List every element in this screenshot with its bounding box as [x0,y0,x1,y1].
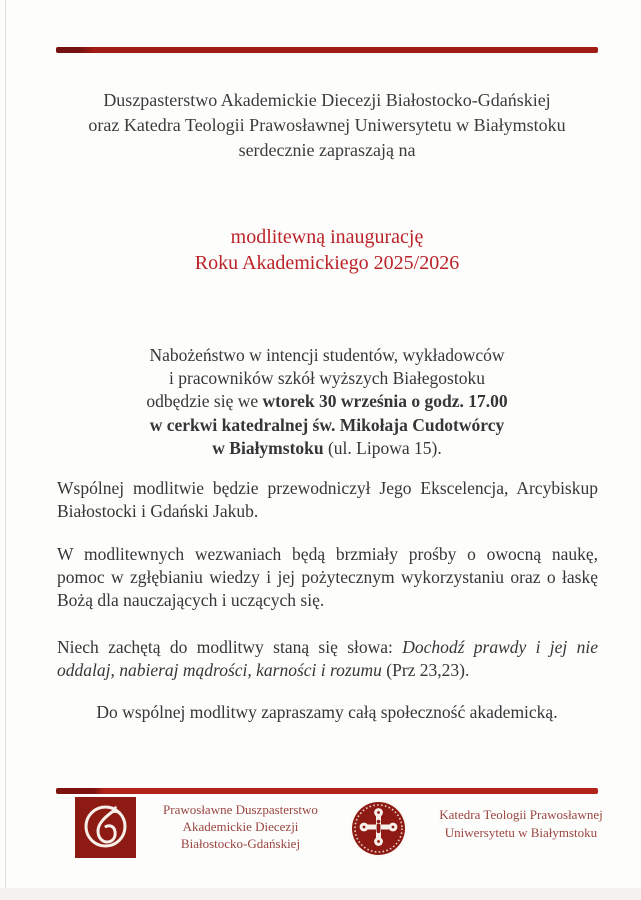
scripture-quote-paragraph: Niech zachętą do modlitwy staną się słowa: Dochodź prawdy i jej nie oddalaj, nabieraj mądrości, karności i rozumu (Prz 23,23). [57,637,599,680]
celebrant-paragraph: Wspólnej modlitwie będzie przewodniczył Jego Ekscelencja, Arcybiskup Białostocki i Gdański Jakub. [57,478,598,521]
event-title: modlitewną inaugurację Roku Akademickiego 2025/2026 [194,226,460,274]
university-chair-name-text: Katedra Teologii Prawosławnej Uniwersytetu w Białymstoku [439,807,603,840]
footer-divider-rule [56,788,598,794]
orthodox-cross-seal-icon [349,799,408,858]
diocese-name-text: Prawosławne Duszpasterstwo Akademickie Diecezji Białostocko-Gdańskiej [163,802,318,851]
event-details-paragraph: Nabożeństwo w intencji studentów, wykładowców i pracowników szkół wyższych Białegostoku odbędzie się we wtorek 30 września o godz. 17.00 w cerkwi katedralnej św. Mikołaja Cudotwórcy w Białymstoku (ul. Lipowa 15). [146,345,508,458]
closing-invitation-line: Do wspólnej modlitwy zapraszamy całą społeczność akademicką. [96,702,558,722]
top-divider-rule [56,47,598,53]
diocese-logo [75,797,136,858]
intentions-paragraph: W modlitewnych wezwaniach będą brzmiały prośby o owocną naukę, pomoc w zgłębianiu wiedzy i jej pożytecznym wykorzystaniu oraz o łaskę Bożą dla nauczających i uczących się. [57,544,598,610]
invitation-header: Duszpasterstwo Akademickie Diecezji Białostocko-Gdańskiej oraz Katedra Teologii Prawosławnej Uniwersytetu w Białymstoku serdecznie zapraszają na [88,90,566,160]
university-seal [349,799,408,858]
diocese-monogram-icon [75,797,136,858]
